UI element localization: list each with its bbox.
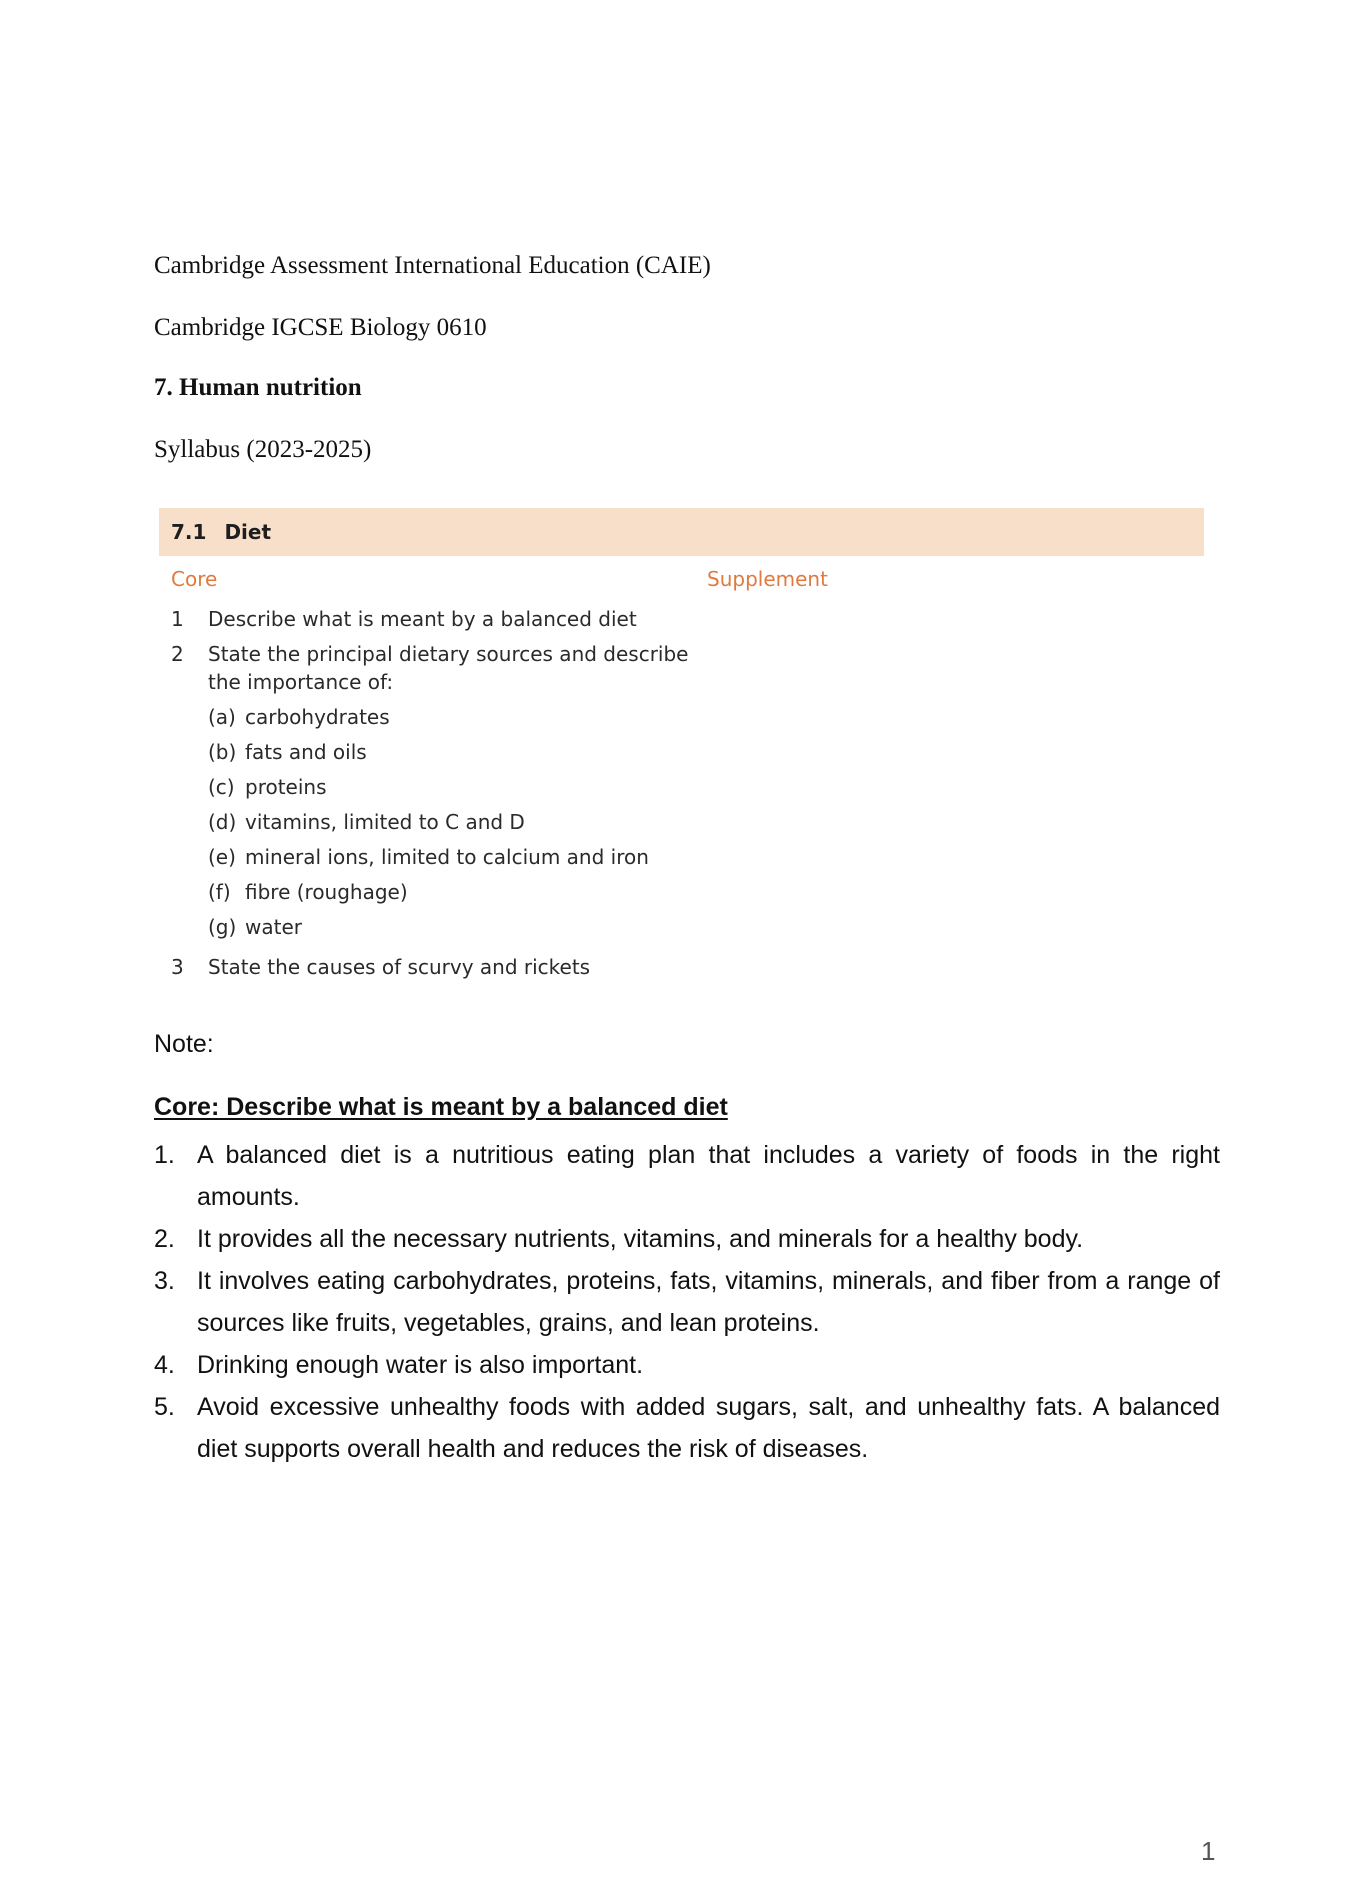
- sub-item-letter: (d): [208, 810, 237, 834]
- list-item-number: 1.: [154, 1141, 175, 1169]
- section-title: Diet: [224, 520, 272, 544]
- list-item-text: Drinking enough water is also important.: [197, 1351, 644, 1379]
- syllabus-item-text: State the principal dietary sources and describe: [208, 642, 689, 666]
- core-heading: Core: Describe what is meant by a balanced diet: [154, 1093, 728, 1121]
- syllabus-item-text: State the causes of scurvy and rickets: [208, 955, 591, 979]
- list-item-number: 3.: [154, 1267, 175, 1295]
- syllabus-item-number: 2: [171, 642, 184, 666]
- sub-item-text: carbohydrates: [245, 705, 390, 729]
- sub-item-text: proteins: [245, 775, 327, 799]
- list-item: [154, 1386, 1220, 1470]
- sub-item-text: fibre (roughage): [245, 880, 408, 904]
- list-item-number: 4.: [154, 1351, 175, 1379]
- list-item-number: 5.: [154, 1393, 175, 1421]
- organization-title: Cambridge Assessment International Education (CAIE): [154, 252, 711, 279]
- notes-list: [154, 1134, 1220, 1470]
- chapter-title: 7. Human nutrition: [154, 374, 362, 401]
- sub-item-text: vitamins, limited to C and D: [245, 810, 525, 834]
- list-item: [154, 1218, 1220, 1260]
- syllabus-item-number: 1: [171, 607, 184, 631]
- sub-item-letter: (g): [208, 915, 237, 939]
- list-item-text: It involves eating carbohydrates, proteins, fats, vitamins, minerals, and fiber from a range of sources like fruits, vegetables, grains, and lean proteins.: [197, 1267, 1220, 1337]
- supplement-column-label: Supplement: [707, 567, 828, 591]
- note-label: Note:: [154, 1030, 214, 1058]
- sub-item-letter: (f): [208, 880, 231, 904]
- course-title: Cambridge IGCSE Biology 0610: [154, 314, 487, 341]
- list-item-text: Avoid excessive unhealthy foods with added sugars, salt, and unhealthy fats. A balanced diet supports overall health and reduces the risk of diseases.: [197, 1393, 1220, 1463]
- sub-item-letter: (a): [208, 705, 236, 729]
- section-number: 7.1: [171, 520, 207, 544]
- syllabus-item-text-continued: the importance of:: [208, 670, 394, 694]
- list-item: [154, 1260, 1220, 1344]
- syllabus-item-number: 3: [171, 955, 184, 979]
- list-item-text: It provides all the necessary nutrients, vitamins, and minerals for a healthy body.: [197, 1225, 1084, 1253]
- sub-item-text: mineral ions, limited to calcium and iron: [245, 845, 649, 869]
- sub-item-letter: (c): [208, 775, 235, 799]
- list-item-number: 2.: [154, 1225, 175, 1253]
- list-item-text: A balanced diet is a nutritious eating plan that includes a variety of foods in the right amounts.: [197, 1141, 1220, 1211]
- sub-item-text: water: [245, 915, 302, 939]
- core-column-label: Core: [171, 567, 218, 591]
- page-number: 1: [1201, 1836, 1216, 1866]
- syllabus-years: Syllabus (2023-2025): [154, 436, 372, 463]
- syllabus-section-header: [159, 508, 1204, 556]
- sub-item-text: fats and oils: [245, 740, 367, 764]
- sub-item-letter: (b): [208, 740, 237, 764]
- list-item: [154, 1344, 1220, 1386]
- list-item: [154, 1134, 1220, 1218]
- syllabus-item-text: Describe what is meant by a balanced diet: [208, 607, 637, 631]
- sub-item-letter: (e): [208, 845, 236, 869]
